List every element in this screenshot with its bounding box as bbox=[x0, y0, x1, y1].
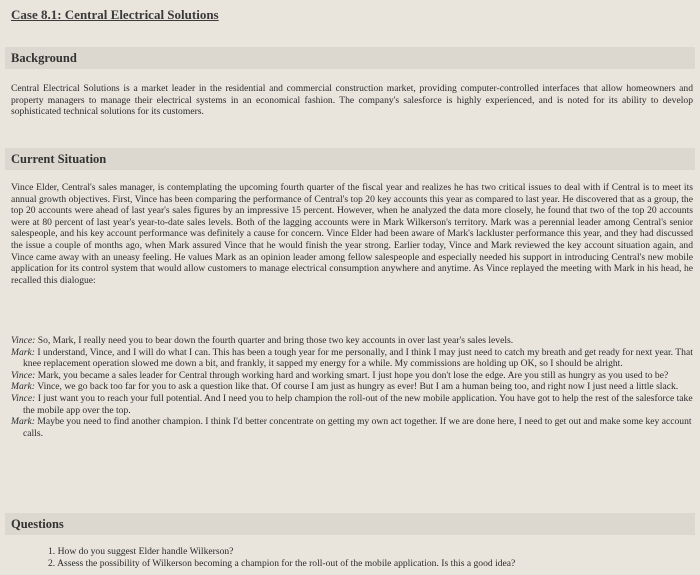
dialogue-line bbox=[11, 381, 693, 393]
background-heading-band bbox=[5, 47, 695, 69]
questions-heading: Questions bbox=[11, 517, 64, 531]
dialogue-line bbox=[11, 335, 693, 347]
dialogue bbox=[11, 335, 693, 439]
background-paragraph: Central Electrical Solutions is a market leader in the residential and commercial construction market, providing computer-controlled interfaces that allow homeowners and property managers to manage their electrical systems in an economical fashion. The company's salesforce is highly experienced, and is noted for its ability to develop sophisticated technical solutions for its customers. bbox=[11, 83, 693, 118]
question-item: 2. Assess the possibility of Wilkerson becoming a champion for the roll-out of the mobile application. Is this a good idea? bbox=[48, 558, 516, 569]
questions-list bbox=[48, 546, 688, 570]
dialogue-line bbox=[11, 393, 693, 416]
dialogue-speaker: Vince: bbox=[11, 335, 36, 346]
dialogue-line bbox=[11, 416, 693, 439]
questions-heading-band bbox=[5, 513, 695, 535]
dialogue-text: I just want you to reach your full potential. And I need you to help champion the roll-out of the new mobile application. You have got to help the rest of the salesforce take the mobile app over the top. bbox=[23, 392, 693, 416]
dialogue-text: So, Mark, I really need you to bear down the fourth quarter and bring those two key accounts in over last year's sales levels. bbox=[37, 335, 514, 346]
case-title: Case 8.1: Central Electrical Solutions bbox=[11, 7, 219, 22]
dialogue-text: I understand, Vince, and I will do what I can. This has been a tough year for me personally, and I think I may just need to catch my breath and get ready for next year. That knee replacement operation slowed me down a bit, and frankly, it sapped my energy for a while. My commissions are holding up OK, so I should be alright. bbox=[23, 346, 693, 370]
background-heading: Background bbox=[11, 51, 77, 65]
question-item: 1. How do you suggest Elder handle Wilkerson? bbox=[48, 546, 234, 557]
dialogue-speaker: Mark: bbox=[11, 346, 35, 358]
dialogue-line bbox=[11, 370, 693, 382]
dialogue-speaker: Vince: bbox=[11, 369, 36, 381]
current-situation-paragraph: Vince Elder, Central's sales manager, is contemplating the upcoming fourth quarter of the fiscal year and realizes he has two critical issues to deal with if Central is to meet its annual growth objectives. First, Vince has been comparing the performance of Central's top 20 key accounts this year as compared to last year. He discovered that as a group, the top 20 accounts were ahead of last year's sales figures by an impressive 15 percent. However, when he analyzed the data more closely, he found that two of the top 20 accounts were at 80 percent of last year's year-to-date sales levels. Both of the lagging accounts were in Mark Wilkerson's territory. Mark was a perennial leader among Central's senior salespeople, and his key account performance was definitely a cause for concern. Vince Elder had been aware of Mark's lackluster performance this year, and they had discussed the issue a couple of months ago, when Mark assured Vince that he would finish the year strong. Earlier today, Vince and Mark reviewed the key account situation again, and Vince came away with an uneasy feeling. He values Mark as an opinion leader among fellow salespeople and especially needed his support in introducing Central's new mobile application for its control system that would allow customers to manage electrical consumption anywhere and anytime. As Vince replayed the meeting with Mark in his head, he recalled this dialogue: bbox=[11, 182, 693, 286]
dialogue-text: Mark, you became a sales leader for Central through working hard and working smart. I just hope you don't lose the edge. Are you still as hungry as you used to be? bbox=[37, 369, 669, 381]
dialogue-text: Vince, we go back too far for you to ask a question like that. Of course I am just as hungry as ever! But I am a human being too, and right now I just need a little slack. bbox=[37, 381, 679, 393]
dialogue-text: Maybe you need to find another champion. I think I'd better concentrate on getting my own act together. If we are done here, I need to get out and make some key account calls. bbox=[23, 416, 692, 439]
current-situation-heading-band bbox=[5, 148, 695, 170]
dialogue-line bbox=[11, 347, 693, 370]
dialogue-speaker: Mark: bbox=[11, 381, 35, 393]
dialogue-speaker: Vince: bbox=[11, 392, 36, 404]
current-situation-heading: Current Situation bbox=[11, 152, 107, 166]
dialogue-speaker: Mark: bbox=[11, 416, 35, 428]
